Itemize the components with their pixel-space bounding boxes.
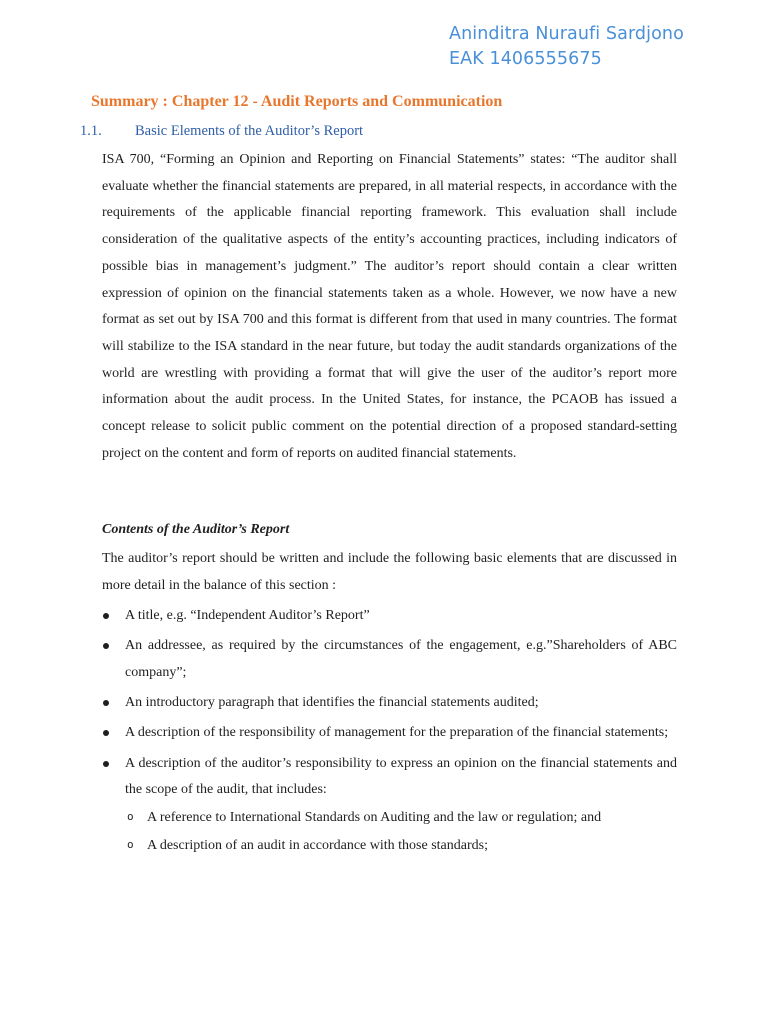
author-id: EAK 1406555675 (449, 49, 602, 69)
author-header (449, 22, 684, 72)
contents-paragraph: The auditor’s report should be written and include the following basic elements that are discussed in more detail in the balance of this section : (102, 551, 677, 593)
list-item: A description of the responsibility of management for the preparation of the financial statements; (102, 720, 677, 747)
list-item-text: A description of the auditor’s responsibility to express an opinion on the financial statements and the scope of the audit, that includes: (125, 755, 677, 798)
summary-title: Summary : Chapter 12 - Audit Reports and Communication (91, 93, 503, 110)
sub-list-item: o A description of an audit in accordance with those standards; (125, 833, 677, 860)
list-item-with-sublist (102, 751, 677, 860)
list-item: An addressee, as required by the circumstances of the engagement, e.g.”Shareholders of ABC company”; (102, 633, 677, 686)
elements-list (102, 603, 677, 863)
contents-heading: Contents of the Auditor’s Report (102, 522, 290, 537)
section-heading (80, 123, 363, 140)
sub-list (125, 805, 677, 859)
list-item: An introductory paragraph that identifies the financial statements audited; (102, 690, 677, 717)
section-title: Basic Elements of the Auditor’s Report (135, 123, 364, 139)
intro-paragraph: ISA 700, “Forming an Opinion and Reporting on Financial Statements” states: “The auditor shall evaluate whether the financial statements are prepared, in all material respects, in accordance with the requirements of the applicable financial reporting framework. This evaluation shall include consideration of the qualitative aspects of the entity’s accounting practices, including indicators of possible bias in management’s judgment.” The auditor’s report should contain a clear written expression of opinion on the financial statements taken as a whole. However, we now have a new format as set out by ISA 700 and this format is different from that used in many countries. The format will stabilize to the ISA standard in the near future, but today the audit standards organizations of the world are wrestling with providing a format that will give the user of the auditor’s report more information about the audit process. In the United States, for instance, the PCAOB has issued a concept release to solicit public comment on the potential direction of a proposed standard-setting project on the content and form of reports on audited financial statements. (102, 152, 677, 461)
list-item: A title, e.g. “Independent Auditor’s Report” (102, 603, 677, 630)
sub-list-item: o A reference to International Standards on Auditing and the law or regulation; and (125, 805, 677, 832)
author-name: Aninditra Nuraufi Sardjono (449, 24, 684, 44)
section-number: 1.1. (80, 123, 102, 139)
